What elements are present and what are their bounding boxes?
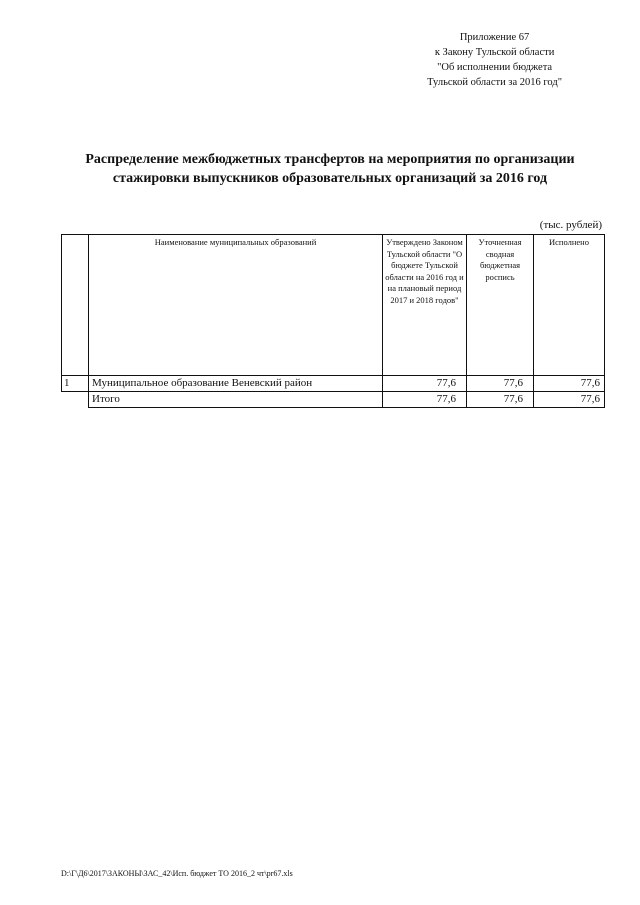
- document-title: [60, 150, 600, 188]
- title-line-1: Распределение межбюджетных трансфертов на мероприятия по организации: [85, 152, 575, 167]
- units-label: (тыс. рублей): [539, 219, 602, 231]
- header-name: Наименование муниципальных образований: [89, 235, 383, 376]
- total-num-empty: [62, 392, 89, 408]
- row-approved: 77,6: [383, 376, 467, 392]
- header-executed: Исполнено: [534, 235, 605, 376]
- title-line-2: стажировки выпускников образовательных организаций за 2016 год: [112, 171, 548, 186]
- transfers-table: [61, 234, 605, 408]
- row-specified: 77,6: [467, 376, 534, 392]
- total-specified: 77,6: [467, 392, 534, 408]
- total-approved: 77,6: [383, 392, 467, 408]
- table-total-row: [62, 392, 605, 408]
- total-executed: 77,6: [534, 392, 605, 408]
- header-specified: Уточненная сводная бюджетная роспись: [467, 235, 534, 376]
- appendix-line: "Об исполнении бюджета: [437, 62, 553, 73]
- row-executed: 77,6: [534, 376, 605, 392]
- file-path-footer: D:\Г\Д6\2017\ЗАКОНЫ\ЗАС_42\Исп. бюджет ТО 2016_2 чт\pr67.xls: [61, 869, 293, 878]
- appendix-block: [427, 30, 562, 90]
- header-num: [62, 235, 89, 376]
- appendix-line: Приложение 67: [459, 32, 530, 43]
- appendix-line: Тульской области за 2016 год": [427, 77, 562, 88]
- header-approved: Утверждено Законом Тульской области "О бюджете Тульской области на 2016 год и на плановый период 2017 и 2018 годов": [383, 235, 467, 376]
- total-label: Итого: [89, 392, 383, 408]
- row-name: Муниципальное образование Веневский район: [89, 376, 383, 392]
- appendix-line: к Закону Тульской области: [434, 47, 555, 58]
- table-header-row: [62, 235, 605, 376]
- table-row: [62, 376, 605, 392]
- row-num: 1: [62, 376, 89, 392]
